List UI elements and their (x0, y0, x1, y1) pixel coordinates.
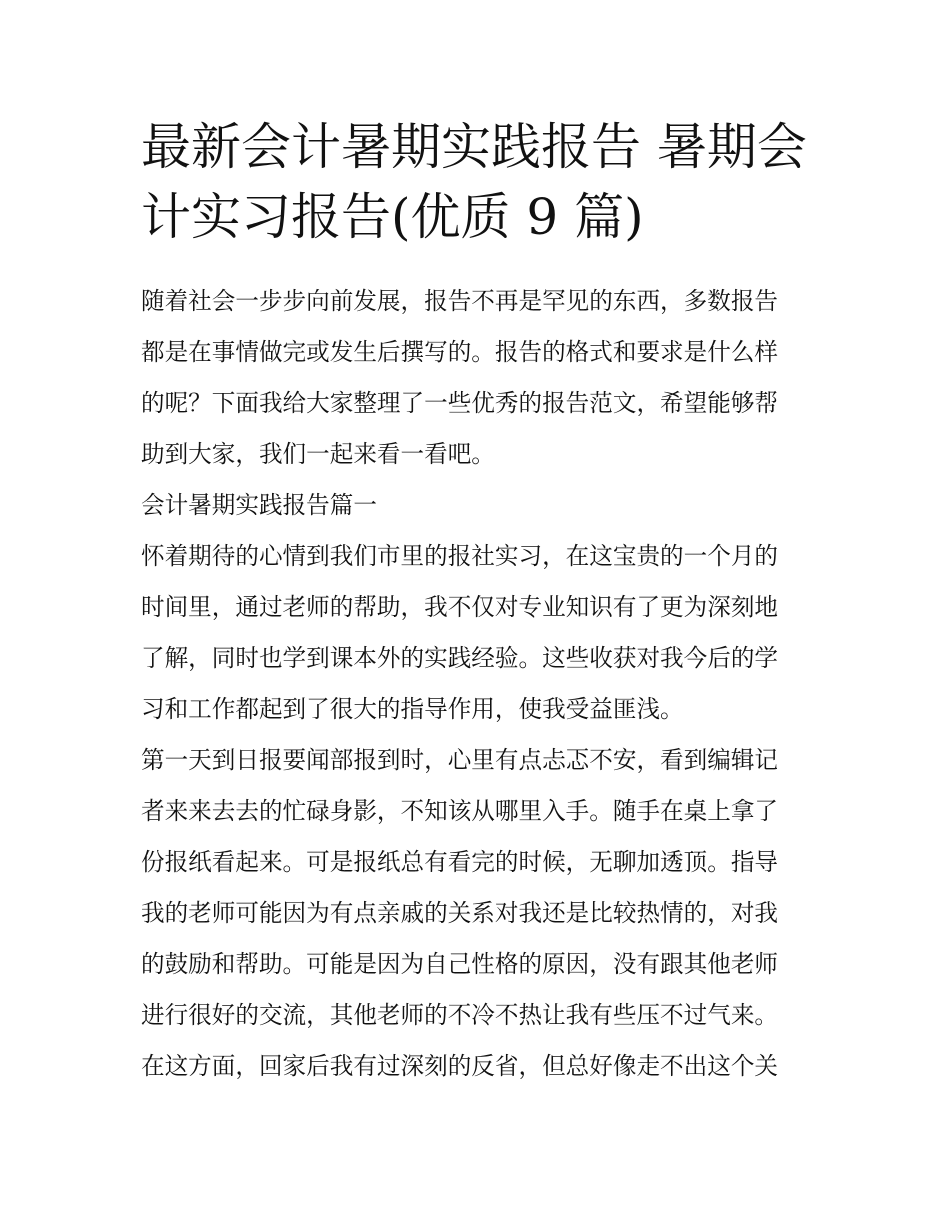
text-line: 助到大家，我们一起来看一看吧。 (141, 440, 495, 468)
text-line: 第一天到日报要闻部报到时，心里有点忐忑不安，看到编辑记 (141, 746, 779, 774)
title-line: 计实习报告(优质 9 篇) (141, 188, 644, 246)
text-line: 时间里，通过老师的帮助，我不仅对专业知识有了更为深刻地 (141, 593, 779, 621)
text-line: 都是在事情做完或发生后撰写的。报告的格式和要求是什么样 (141, 338, 779, 366)
title-line: 最新会计暑期实践报告 暑期会 (141, 118, 807, 176)
text-line: 随着社会一步步向前发展，报告不再是罕见的东西，多数报告 (141, 287, 779, 315)
text-line: 份报纸看起来。可是报纸总有看完的时候，无聊加透顶。指导 (141, 848, 779, 876)
text-line: 习和工作都起到了很大的指导作用，使我受益匪浅。 (141, 695, 684, 723)
text-line: 的呢？下面我给大家整理了一些优秀的报告范文，希望能够帮 (141, 389, 779, 417)
text-line: 者来来去去的忙碌身影，不知该从哪里入手。随手在桌上拿了 (141, 797, 779, 825)
text-line: 在这方面，回家后我有过深刻的反省，但总好像走不出这个关 (141, 1052, 779, 1080)
text-line: 我的老师可能因为有点亲戚的关系对我还是比较热情的，对我 (141, 899, 779, 927)
section-heading-text: 会计暑期实践报告篇一 (141, 491, 377, 519)
text-line: 的鼓励和帮助。可能是因为自己性格的原因，没有跟其他老师 (141, 950, 779, 978)
intro-paragraph (141, 276, 821, 480)
text-line: 了解，同时也学到课本外的实践经验。这些收获对我今后的学 (141, 644, 779, 672)
section-heading (141, 480, 821, 531)
section-paragraph-1 (141, 531, 821, 735)
document-title (141, 112, 821, 252)
text-line: 怀着期待的心情到我们市里的报社实习，在这宝贵的一个月的 (141, 542, 779, 570)
text-line: 进行很好的交流，其他老师的不冷不热让我有些压不过气来。 (141, 1001, 779, 1029)
section-paragraph-2 (141, 735, 821, 1092)
